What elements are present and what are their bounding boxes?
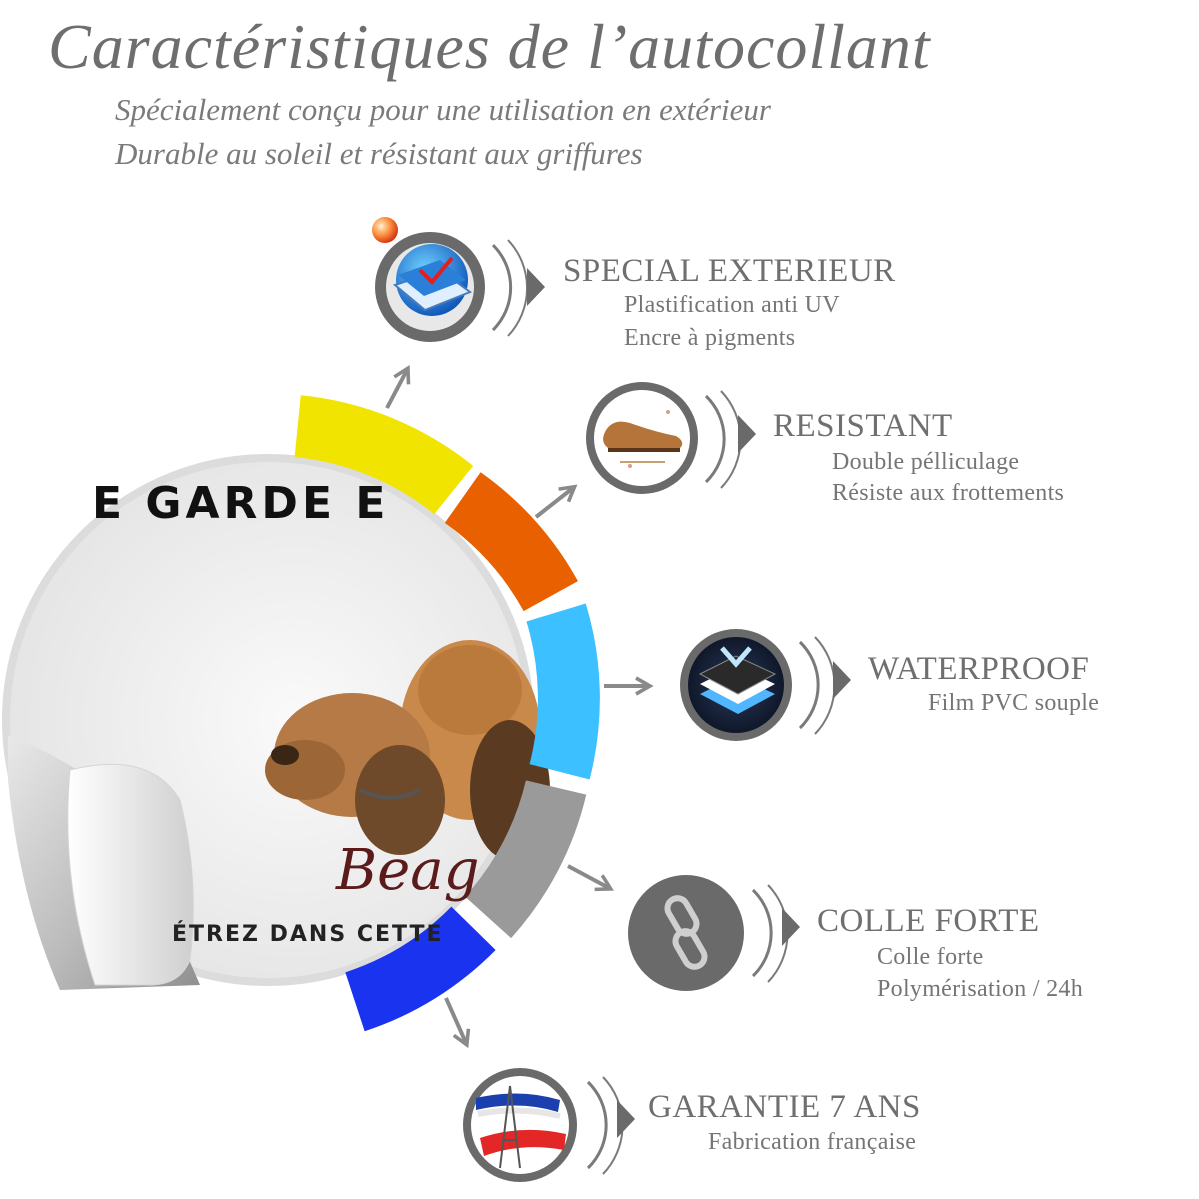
feature-title-colle-forte: COLLE FORTE — [817, 903, 1040, 939]
feature-line: Double pélliculage — [832, 449, 1020, 475]
chevron-right-icon — [738, 415, 756, 453]
feature-line: Encre à pigments — [624, 325, 796, 351]
feature-line: Résiste aux frottements — [832, 480, 1065, 506]
feature-title-resistant: RESISTANT — [773, 408, 953, 444]
sticker-top-text: E GARDE E — [92, 478, 390, 529]
sticker-script-text: Beag — [336, 838, 480, 903]
subtitle-outdoor: Spécialement conçu pour une utilisation en extérieur — [115, 92, 771, 127]
french-flag-icon — [463, 1068, 577, 1182]
feature-title-waterproof: WATERPROOF — [868, 651, 1090, 687]
chevron-right-icon — [617, 1100, 635, 1138]
signal-arcs-3 — [800, 637, 835, 734]
uv-layers-icon — [372, 217, 485, 342]
page-title: Caractéristiques de l’autocollant — [48, 11, 931, 82]
feature-line: Colle forte — [877, 944, 984, 970]
feature-line: Fabrication française — [708, 1129, 917, 1155]
feature-title-garantie: GARANTIE 7 ANS — [648, 1089, 921, 1125]
chevron-right-icon — [782, 908, 800, 946]
shoe-icon — [586, 382, 698, 494]
sticker-bottom-text: ÉTREZ DANS CETTE — [172, 922, 444, 947]
ring-segment-lightblue — [556, 613, 569, 772]
chevron-right-icon — [833, 661, 851, 699]
subtitle-durable: Durable au soleil et résistant aux griffures — [115, 136, 643, 171]
feature-title-special-exterieur: SPECIAL EXTERIEUR — [563, 253, 896, 289]
water-layers-icon — [680, 629, 792, 741]
chevron-right-icon — [527, 268, 545, 306]
feature-line: Film PVC souple — [928, 690, 1100, 716]
chain-link-icon — [628, 875, 744, 991]
feature-line: Plastification anti UV — [624, 292, 840, 318]
feature-line: Polymérisation / 24h — [877, 976, 1083, 1002]
signal-arcs-2 — [706, 391, 741, 488]
signal-arcs-1 — [493, 240, 527, 336]
